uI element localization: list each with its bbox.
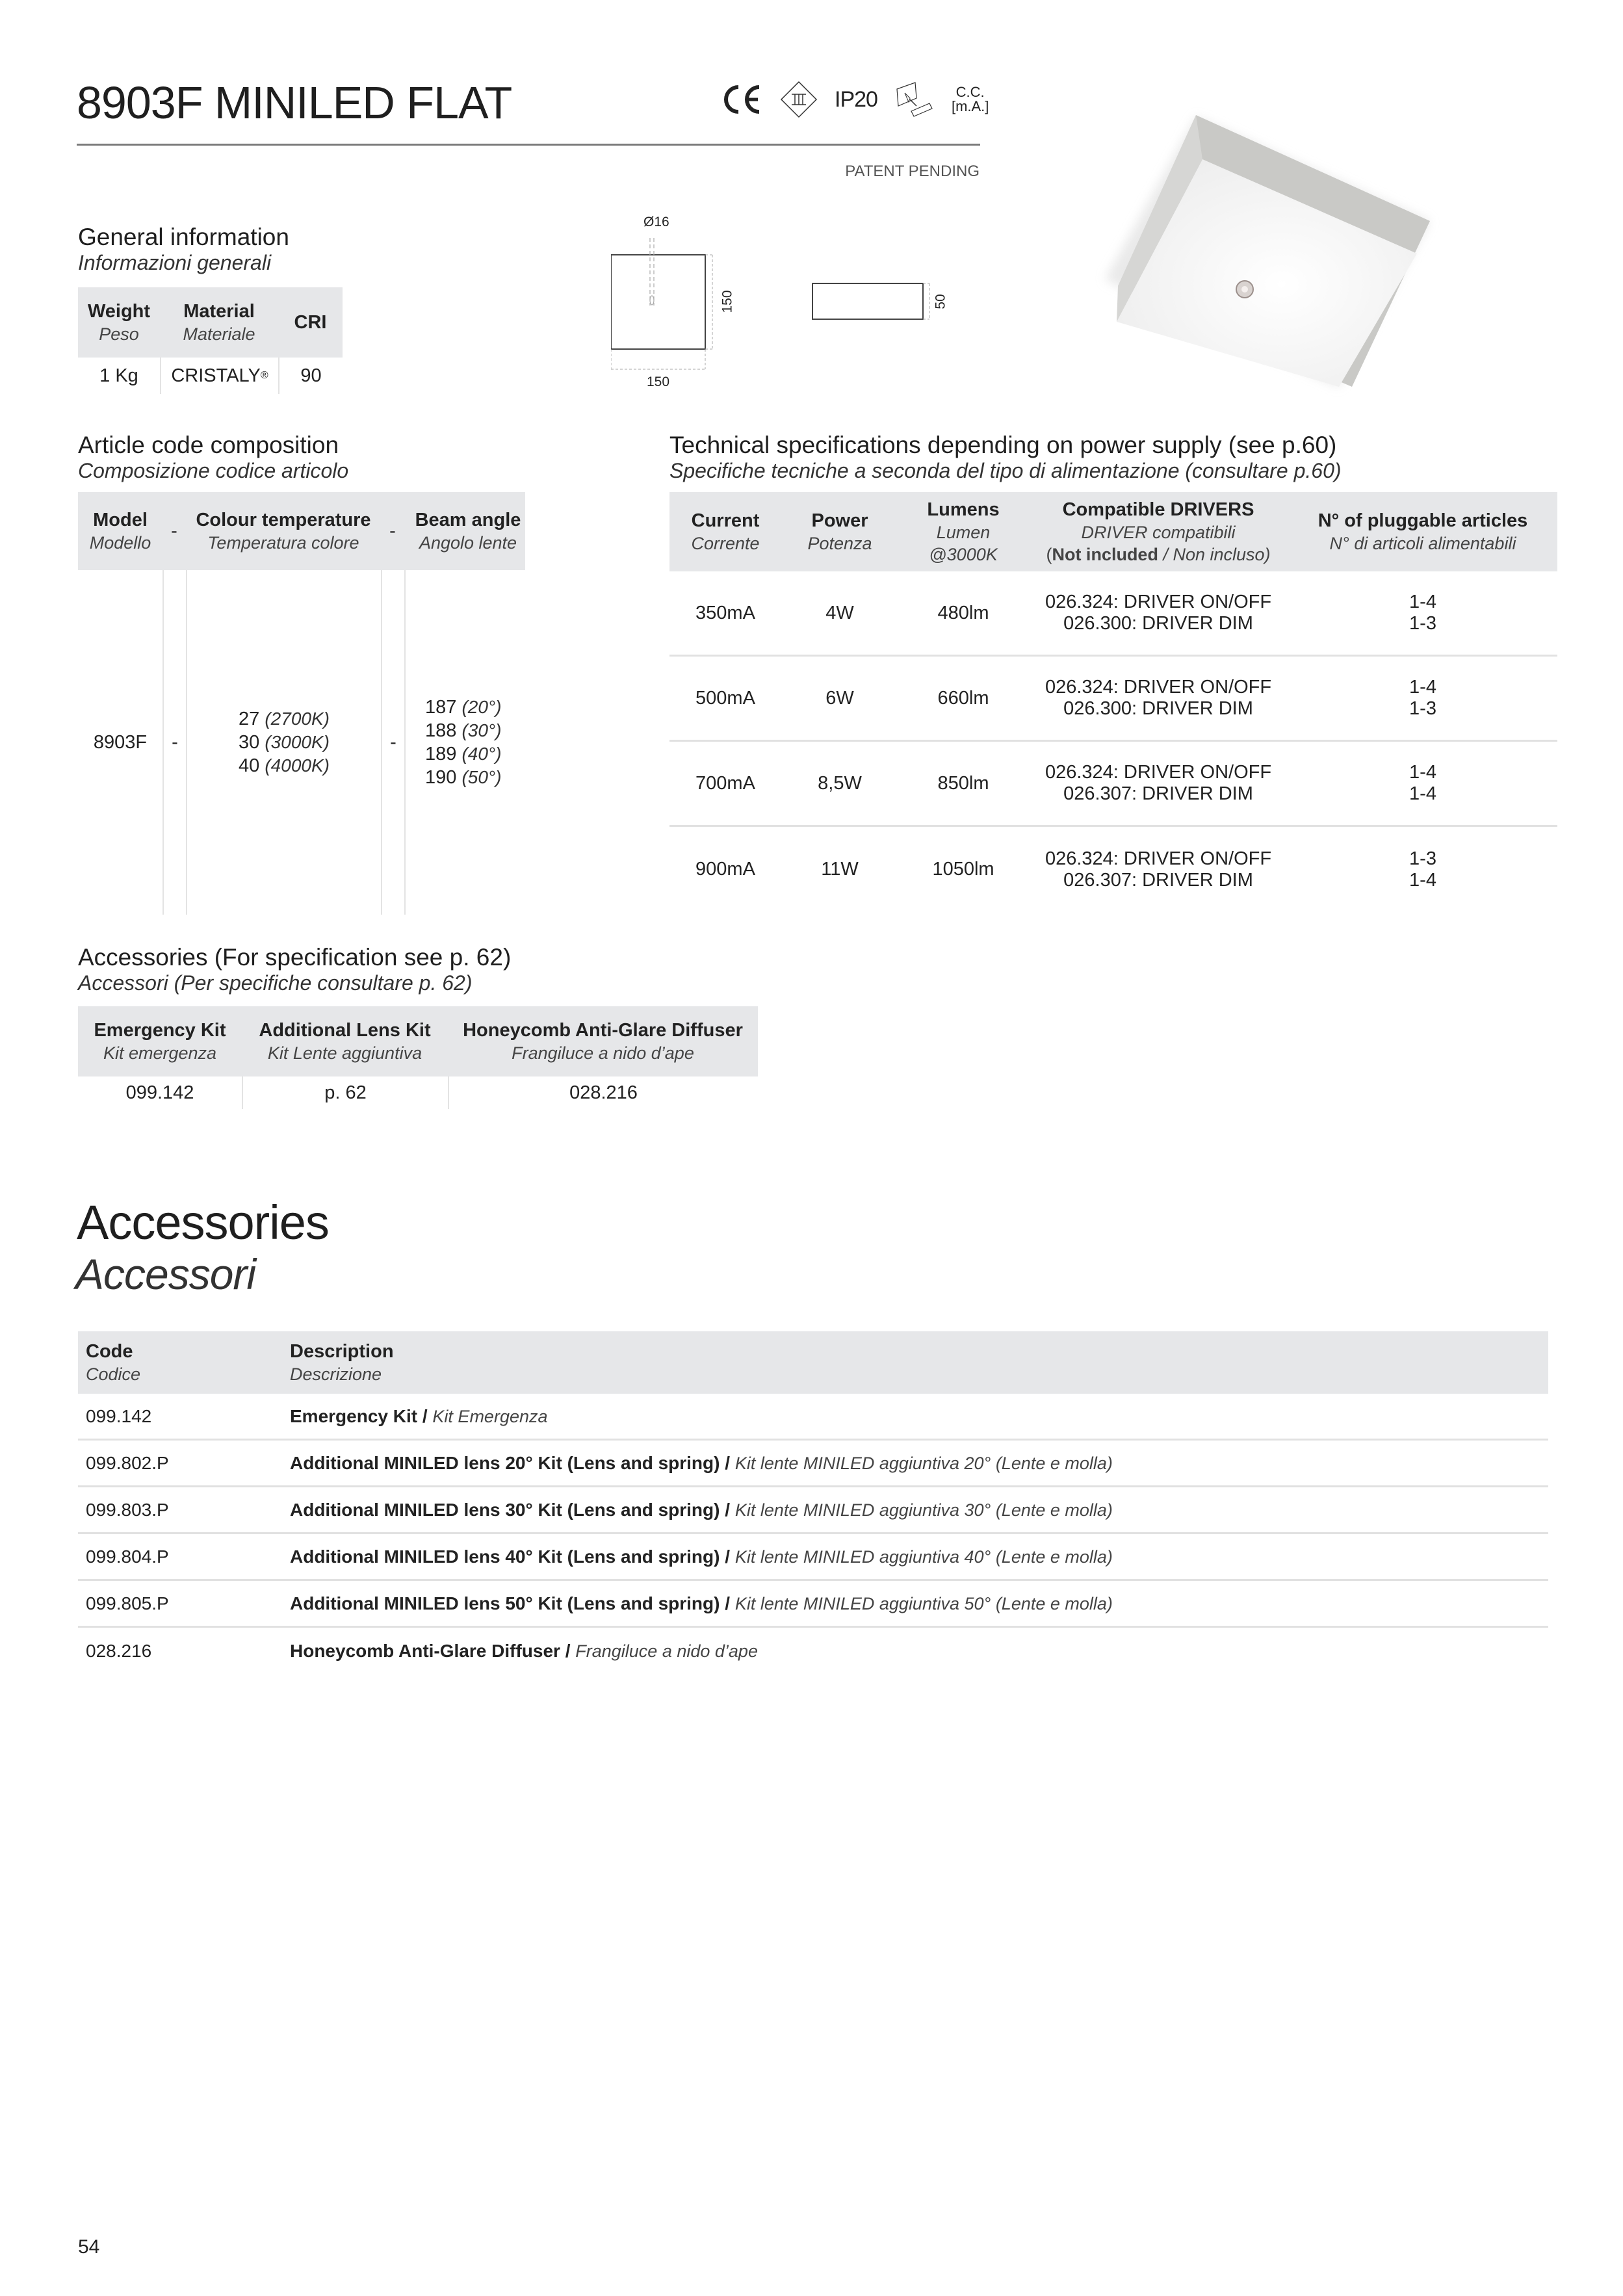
- patent-pending-label: PATENT PENDING: [845, 163, 980, 180]
- title-divider: [77, 144, 980, 146]
- accessories-summary-heading: Accessories (For specification see p. 62) Accessori (Per specifiche consultare p. 62): [78, 944, 512, 995]
- material-value: CRISTALY ®: [160, 358, 278, 394]
- accessories-summary-table: [78, 1006, 758, 1109]
- table-row: 099.803.P Additional MINILED lens 30° Kit (Lens and spring) / Kit lente MINILED aggiuntiva 30° (Lente e molla): [78, 1487, 1548, 1534]
- table-header: Current Corrente Power Potenza Lumens Lumen @3000K Compatible DRIVERS DRIVER compatibili (Not included / Non incluso) N° of pluggable articles N° di articoli alimentabili: [669, 492, 1557, 571]
- depth-label: 50: [933, 294, 948, 309]
- certification-icons: [721, 77, 989, 122]
- accessories-subtitle: Accessori: [75, 1250, 256, 1298]
- product-photo: [1066, 91, 1443, 397]
- table-header: Emergency Kit Kit emergenza Additional Lens Kit Kit Lente aggiuntiva Honeycomb Anti-Glare Diffuser Frangiluce a nido d’ape: [78, 1006, 758, 1076]
- table-row: [78, 358, 343, 394]
- accessories-title: Accessories: [77, 1195, 329, 1249]
- dimension-drawing-svg: [611, 215, 975, 390]
- remote-driver-icon: [894, 80, 935, 119]
- table-row: 700mA 8,5W 850lm 026.324: DRIVER ON/OFF 026.307: DRIVER DIM 1-4 1-4: [669, 742, 1557, 827]
- table-row: 8903F - 27 (2700K) 30 (3000K) 40 (4000K) - 187 (20°) 188 (30°) 189 (40°) 190 (50°): [78, 570, 525, 915]
- table-row: 900mA 11W 1050lm 026.324: DRIVER ON/OFF 026.307: DRIVER DIM 1-3 1-4: [695, 848, 1436, 891]
- page-number: 54: [78, 2236, 100, 2258]
- table-header: Weight Peso Material Materiale CRI: [78, 287, 343, 358]
- table-row: 350mA 4W 480lm 026.324: DRIVER ON/OFF 026.300: DRIVER DIM 1-4 1-3: [669, 571, 1557, 657]
- table-header: Model Modello - Colour temperature Temperatura colore - Beam angle Angolo lente: [78, 492, 525, 570]
- constant-current-icon: C.C. [m.A.]: [951, 84, 989, 114]
- diameter-label: Ø16: [643, 215, 669, 229]
- tech-specs-table: [669, 492, 1557, 912]
- height-label: 150: [720, 290, 735, 313]
- general-info-table: [78, 287, 343, 394]
- beam-angle-values: 187 (20°) 188 (30°) 189 (40°) 190 (50°): [404, 570, 525, 915]
- tech-specs-heading: Technical specifications depending on power supply (see p.60) Specifiche tecniche a seconda del tipo di alimentazione (consultare p.60): [669, 432, 1342, 482]
- article-code-heading: Article code composition Composizione codice articolo: [78, 432, 349, 482]
- page-title: 8903F MINILED FLAT: [77, 77, 512, 128]
- cri-value: 90: [278, 358, 343, 394]
- weight-value: 1 Kg: [99, 365, 138, 386]
- article-code-table: [78, 492, 525, 915]
- ce-mark-icon: [721, 85, 763, 114]
- general-info-heading: General information Informazioni generali: [78, 224, 289, 274]
- dimension-drawing: [611, 215, 975, 393]
- class-iii-icon: [780, 81, 818, 118]
- table-row: 028.216 Honeycomb Anti-Glare Diffuser / Frangiluce a nido d’ape: [86, 1641, 758, 1661]
- table-row: 099.802.P Additional MINILED lens 20° Kit (Lens and spring) / Kit lente MINILED aggiuntiva 20° (Lente e molla): [78, 1441, 1548, 1487]
- table-row: 500mA 6W 660lm 026.324: DRIVER ON/OFF 026.300: DRIVER DIM 1-4 1-3: [669, 657, 1557, 742]
- ip-rating: IP20: [835, 86, 877, 112]
- width-label: 150: [647, 374, 670, 389]
- table-header: Code Codice Description Descrizione: [78, 1331, 1548, 1394]
- table-row: 099.805.P Additional MINILED lens 50° Kit (Lens and spring) / Kit lente MINILED aggiuntiva 50° (Lente e molla): [78, 1581, 1548, 1628]
- colour-temperature-values: 27 (2700K) 30 (3000K) 40 (4000K): [186, 570, 381, 915]
- table-row: 099.804.P Additional MINILED lens 40° Kit (Lens and spring) / Kit lente MINILED aggiuntiva 40° (Lente e molla): [78, 1534, 1548, 1581]
- model-value: 8903F: [93, 732, 148, 753]
- table-row: 099.142 Emergency Kit / Kit Emergenza: [78, 1394, 1548, 1441]
- table-row: 099.142 p. 62 028.216: [78, 1076, 758, 1109]
- accessories-table: [78, 1331, 1548, 1675]
- product-image: [1066, 91, 1443, 400]
